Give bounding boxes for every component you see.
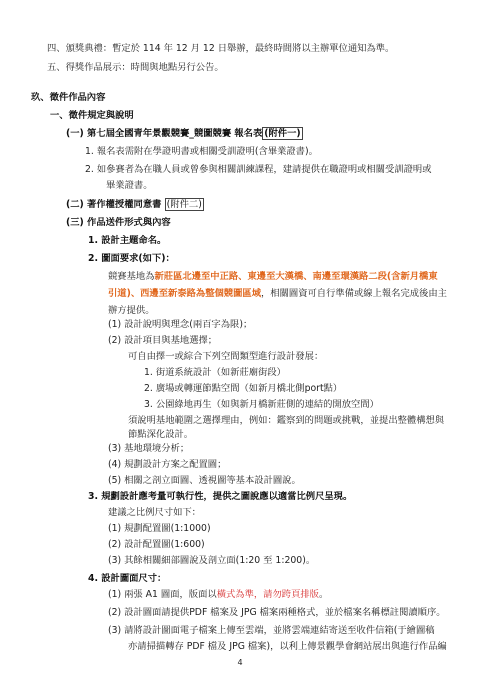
item-award-ceremony: 四、頒獎典禮：暫定於 114 年 12 月 12 日舉辦，最終時間將以主辦單位通知為準。 <box>47 43 395 54</box>
site-description-line2 <box>108 287 447 301</box>
site-selection-note-2: 節點深化設計。 <box>128 429 194 440</box>
scale-design-plan: (2) 設計配置圖(1:600) <box>108 539 205 550</box>
size-a1-orientation-note: 橫式為準，請勿跨頁排版 <box>216 589 319 600</box>
item-registration-form <box>66 127 303 141</box>
section-heading-entries: 玖、徵件作品內容 <box>31 92 106 103</box>
item-drawing-requirements: 2. 圖面要求(如下)： <box>88 253 175 264</box>
size-a1-prefix: (1) 兩張 A1 圖面，版面以 <box>108 589 217 600</box>
site-description-line1 <box>108 270 438 284</box>
scale-master-plan: (1) 規劃配置圖(1:1000) <box>108 523 211 534</box>
scale-intro: 建議之比例尺寸如下： <box>108 507 201 518</box>
item-scale-requirement: 3. 規劃設計應考量可執行性，提供之圖說應以適當比例尺呈現。 <box>88 491 353 502</box>
registration-form-label: (一) 第七屆全國青年景觀競賽_競圖競賽 報名表 <box>66 128 263 139</box>
page-number: 4 <box>237 658 243 667</box>
space-type-option-1: 1. 街道系統設計（如新莊廟街段） <box>144 367 286 378</box>
item-award-display: 五、得獎作品展示：時間與地點另行公告。 <box>47 62 224 73</box>
space-type-intro: 可自由擇一或綜合下列空間類型進行設計發展： <box>128 351 324 362</box>
req-site-selection: (2) 設計項目與基地選擇； <box>108 335 218 346</box>
file-format-requirement: (2) 設計圖面請提供PDF 檔案及 JPG 檔案兩種格式，並於檔案名稱標註閱讀順序。 <box>108 607 446 618</box>
site-description-prefix: 競賽基地為 <box>108 271 155 282</box>
copyright-form-label: (二) 著作權授權同意書 <box>66 199 162 210</box>
item-theme-naming: 1. 設計主題命名。 <box>88 235 167 246</box>
req-design-concept: (1) 設計說明與理念(兩百字為限)； <box>108 319 253 330</box>
item-copyright-form <box>66 198 204 212</box>
site-selection-note-1: 須說明基地範圍之選擇理由，例如：鑑察到的問題或挑戰，並提出整體構想與 <box>128 415 445 426</box>
req-site-analysis: (3) 基地環境分析； <box>108 443 190 454</box>
site-description-line3: 辦方提供。 <box>108 305 155 316</box>
req-sections-perspectives: (5) 相關之剖立面圖、透視圖等基本設計圖說。 <box>108 475 301 486</box>
item-registration-2-cont: 畢業證書。 <box>106 180 153 191</box>
upload-instructions-1: (3) 請將設計圖面電子檔案上傳至雲端，並將雲端連結寄送至收件信箱(于繪圖稿 <box>108 625 435 636</box>
site-description-suffix: ，相關圖資可自行準備或線上報名完成後由主 <box>261 288 447 299</box>
size-a1-suffix: 。 <box>318 589 329 600</box>
space-type-option-3: 3. 公園綠地再生（如與新月橋新莊側的連結的開放空間） <box>144 399 379 410</box>
scale-details: (3) 其餘相關細部圖說及剖立面(1:20 至 1:200)。 <box>108 555 316 566</box>
attachment-one-ref: (附件一) <box>264 128 301 139</box>
item-submission-format: (三) 作品送件形式與內容 <box>66 217 171 228</box>
item-registration-1: 1. 報名表需附在學證明書或相關受訓證明(含畢業證書)。 <box>85 146 318 157</box>
size-a1-requirement <box>108 588 328 602</box>
subheading-rules: 一、徵件規定與說明 <box>50 110 134 121</box>
item-registration-2: 2. 如參賽者為在職人員或曾參與相關訓練課程，建請提供在職證明或相關受訓證明或 <box>85 164 432 175</box>
item-drawing-size: 4. 設計圖面尺寸： <box>88 573 167 584</box>
site-boundary-highlight-2: 引道)、西邊至新泰路為整個競圖區域 <box>108 288 261 299</box>
upload-instructions-2: 亦請掃描轉存 PDF 檔及 JPG 檔案)，以利上傳景觀學會網站展出與進行作品編 <box>128 641 447 652</box>
req-layout-plan: (4) 規劃設計方案之配置圖； <box>108 459 227 470</box>
space-type-option-2: 2. 廣場或轉運節點空間（如新月橋北側port點） <box>144 383 343 394</box>
attachment-two-ref: (附件二) <box>166 199 202 210</box>
site-boundary-highlight-1: 新莊區北邊至中正路、東邊至大漢橋、南邊至環漢路二段(含新月橋東 <box>154 271 438 282</box>
